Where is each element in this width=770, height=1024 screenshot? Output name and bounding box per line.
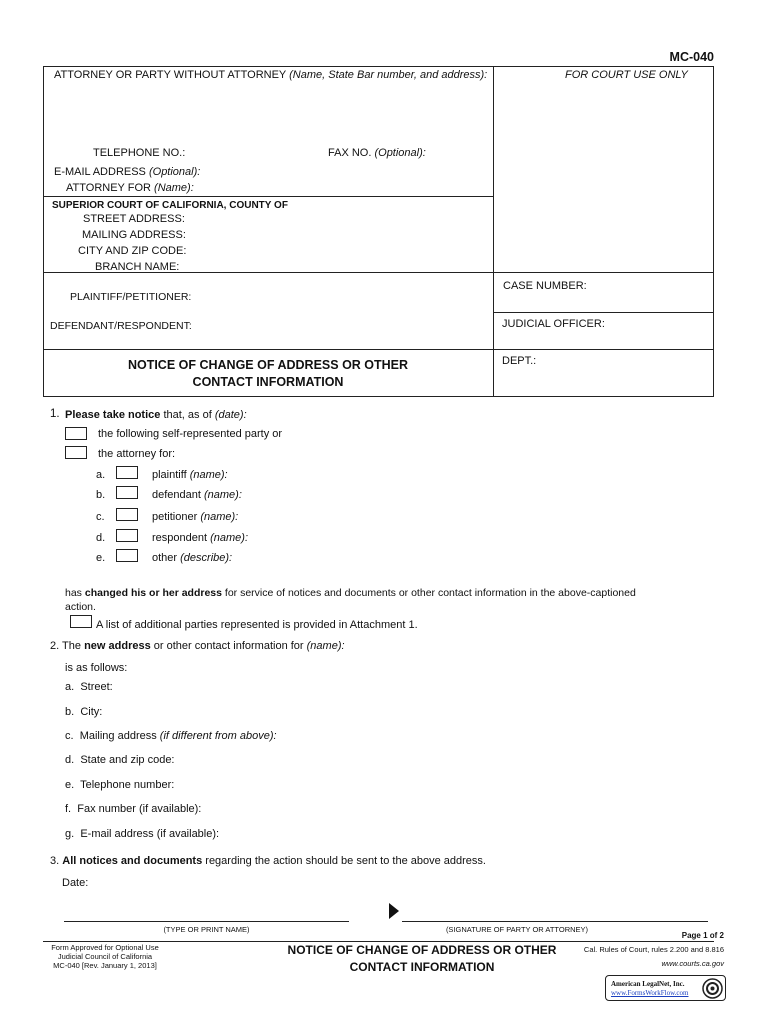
city-zip-label: CITY AND ZIP CODE: — [78, 245, 187, 257]
dept-label: DEPT.: — [502, 355, 537, 367]
respondent-checkbox[interactable] — [116, 529, 138, 542]
form-title: NOTICE OF CHANGE OF ADDRESS OR OTHER CONTACT INFORMATION — [127, 358, 409, 389]
item2-statement: 2. The new address or other contact information for (name): — [50, 640, 345, 652]
court-use-label: FOR COURT USE ONLY — [565, 69, 688, 81]
field-telephone: e. Telephone number: — [65, 779, 175, 791]
courts-website: www.courts.ca.gov — [661, 959, 724, 968]
signature-line — [402, 921, 708, 922]
date-label: Date: — [62, 877, 89, 889]
changed-address-statement: has changed his or her address for service of notices and documents or other contact information in the above-captioned — [65, 587, 636, 599]
caption-divider — [493, 66, 494, 397]
is-as-follows-label: is as follows: — [65, 662, 128, 674]
attorney-for-option-label: the attorney for: — [98, 448, 176, 460]
case-number-line — [493, 312, 714, 313]
plaintiff-label: PLAINTIFF/PETITIONER: — [70, 291, 192, 303]
party-letter-a: a. — [96, 469, 106, 481]
branch-name-label: BRANCH NAME: — [95, 261, 180, 273]
attachment-checkbox[interactable] — [70, 615, 92, 628]
title-top-line — [43, 349, 714, 350]
plaintiff-checkbox[interactable] — [116, 466, 138, 479]
other-option: other (describe): — [152, 552, 233, 564]
approved-for-use: Form Approved for Optional Use Judicial Council of California MC-040 [Rev. January 1, 2013] — [51, 943, 159, 970]
item1-number: 1. — [50, 408, 60, 420]
respondent-option: respondent (name): — [152, 532, 249, 544]
alnet-link[interactable]: www.FormsWorkFlow.com — [611, 989, 689, 997]
party-letter-b: b. — [96, 489, 106, 501]
attorney-label: ATTORNEY OR PARTY WITHOUT ATTORNEY (Name, State Bar number, and address): — [54, 69, 488, 81]
item3-statement: 3. All notices and documents regarding the action should be sent to the above address. — [50, 855, 486, 867]
petitioner-option: petitioner (name): — [152, 511, 239, 523]
plaintiff-option: plaintiff (name): — [152, 469, 228, 481]
defendant-label: DEFENDANT/RESPONDENT: — [50, 320, 192, 332]
signature-arrow-icon — [389, 903, 399, 919]
signature-label: (SIGNATURE OF PARTY OR ATTORNEY) — [445, 925, 589, 934]
defendant-checkbox[interactable] — [116, 486, 138, 499]
telephone-label: TELEPHONE NO.: — [93, 147, 186, 159]
field-state-zip: d. State and zip code: — [65, 754, 175, 766]
other-checkbox[interactable] — [116, 549, 138, 562]
attachment-label: A list of additional parties represented is provided in Attachment 1. — [96, 619, 418, 631]
email-label: E-MAIL ADDRESS (Optional): — [54, 166, 201, 178]
page-number: Page 1 of 2 — [681, 931, 724, 940]
street-address-label: STREET ADDRESS: — [83, 213, 185, 225]
changed-address-statement-line2: action. — [65, 601, 96, 613]
print-name-label: (TYPE OR PRINT NAME) — [163, 925, 250, 934]
alnet-name: American LegalNet, Inc. — [611, 980, 685, 988]
court-rules: Cal. Rules of Court, rules 2.200 and 8.816 — [583, 945, 724, 954]
petitioner-checkbox[interactable] — [116, 508, 138, 521]
alnet-logo-icon — [702, 978, 723, 999]
party-letter-d: d. — [96, 532, 106, 544]
attorney-for-label: ATTORNEY FOR (Name): — [66, 182, 194, 194]
party-letter-e: e. — [96, 552, 106, 564]
field-fax: f. Fax number (if available): — [65, 803, 202, 815]
american-legalnet-badge — [605, 975, 726, 1001]
self-represented-checkbox[interactable] — [65, 427, 87, 440]
court-top-line — [43, 196, 493, 197]
case-number-label: CASE NUMBER: — [503, 280, 587, 292]
footer-form-title: NOTICE OF CHANGE OF ADDRESS OR OTHER CONTACT INFORMATION — [287, 943, 557, 974]
party-letter-c: c. — [96, 511, 105, 523]
field-email: g. E-mail address (if available): — [65, 828, 220, 840]
mailing-address-label: MAILING ADDRESS: — [82, 229, 186, 241]
self-represented-label: the following self-represented party or — [98, 428, 283, 440]
form-number: MC-040 — [669, 50, 714, 64]
print-name-line — [64, 921, 349, 922]
attorney-for-checkbox[interactable] — [65, 446, 87, 459]
court-title: SUPERIOR COURT OF CALIFORNIA, COUNTY OF — [52, 200, 288, 211]
fax-label: FAX NO. (Optional): — [328, 147, 426, 159]
field-street: a. Street: — [65, 681, 113, 693]
judicial-officer-label: JUDICIAL OFFICER: — [502, 318, 605, 330]
field-city: b. City: — [65, 706, 103, 718]
field-mailing-address: c. Mailing address (if different from above): — [65, 730, 277, 742]
defendant-option: defendant (name): — [152, 489, 242, 501]
item1-lead: Please take notice that, as of (date): — [65, 409, 247, 421]
